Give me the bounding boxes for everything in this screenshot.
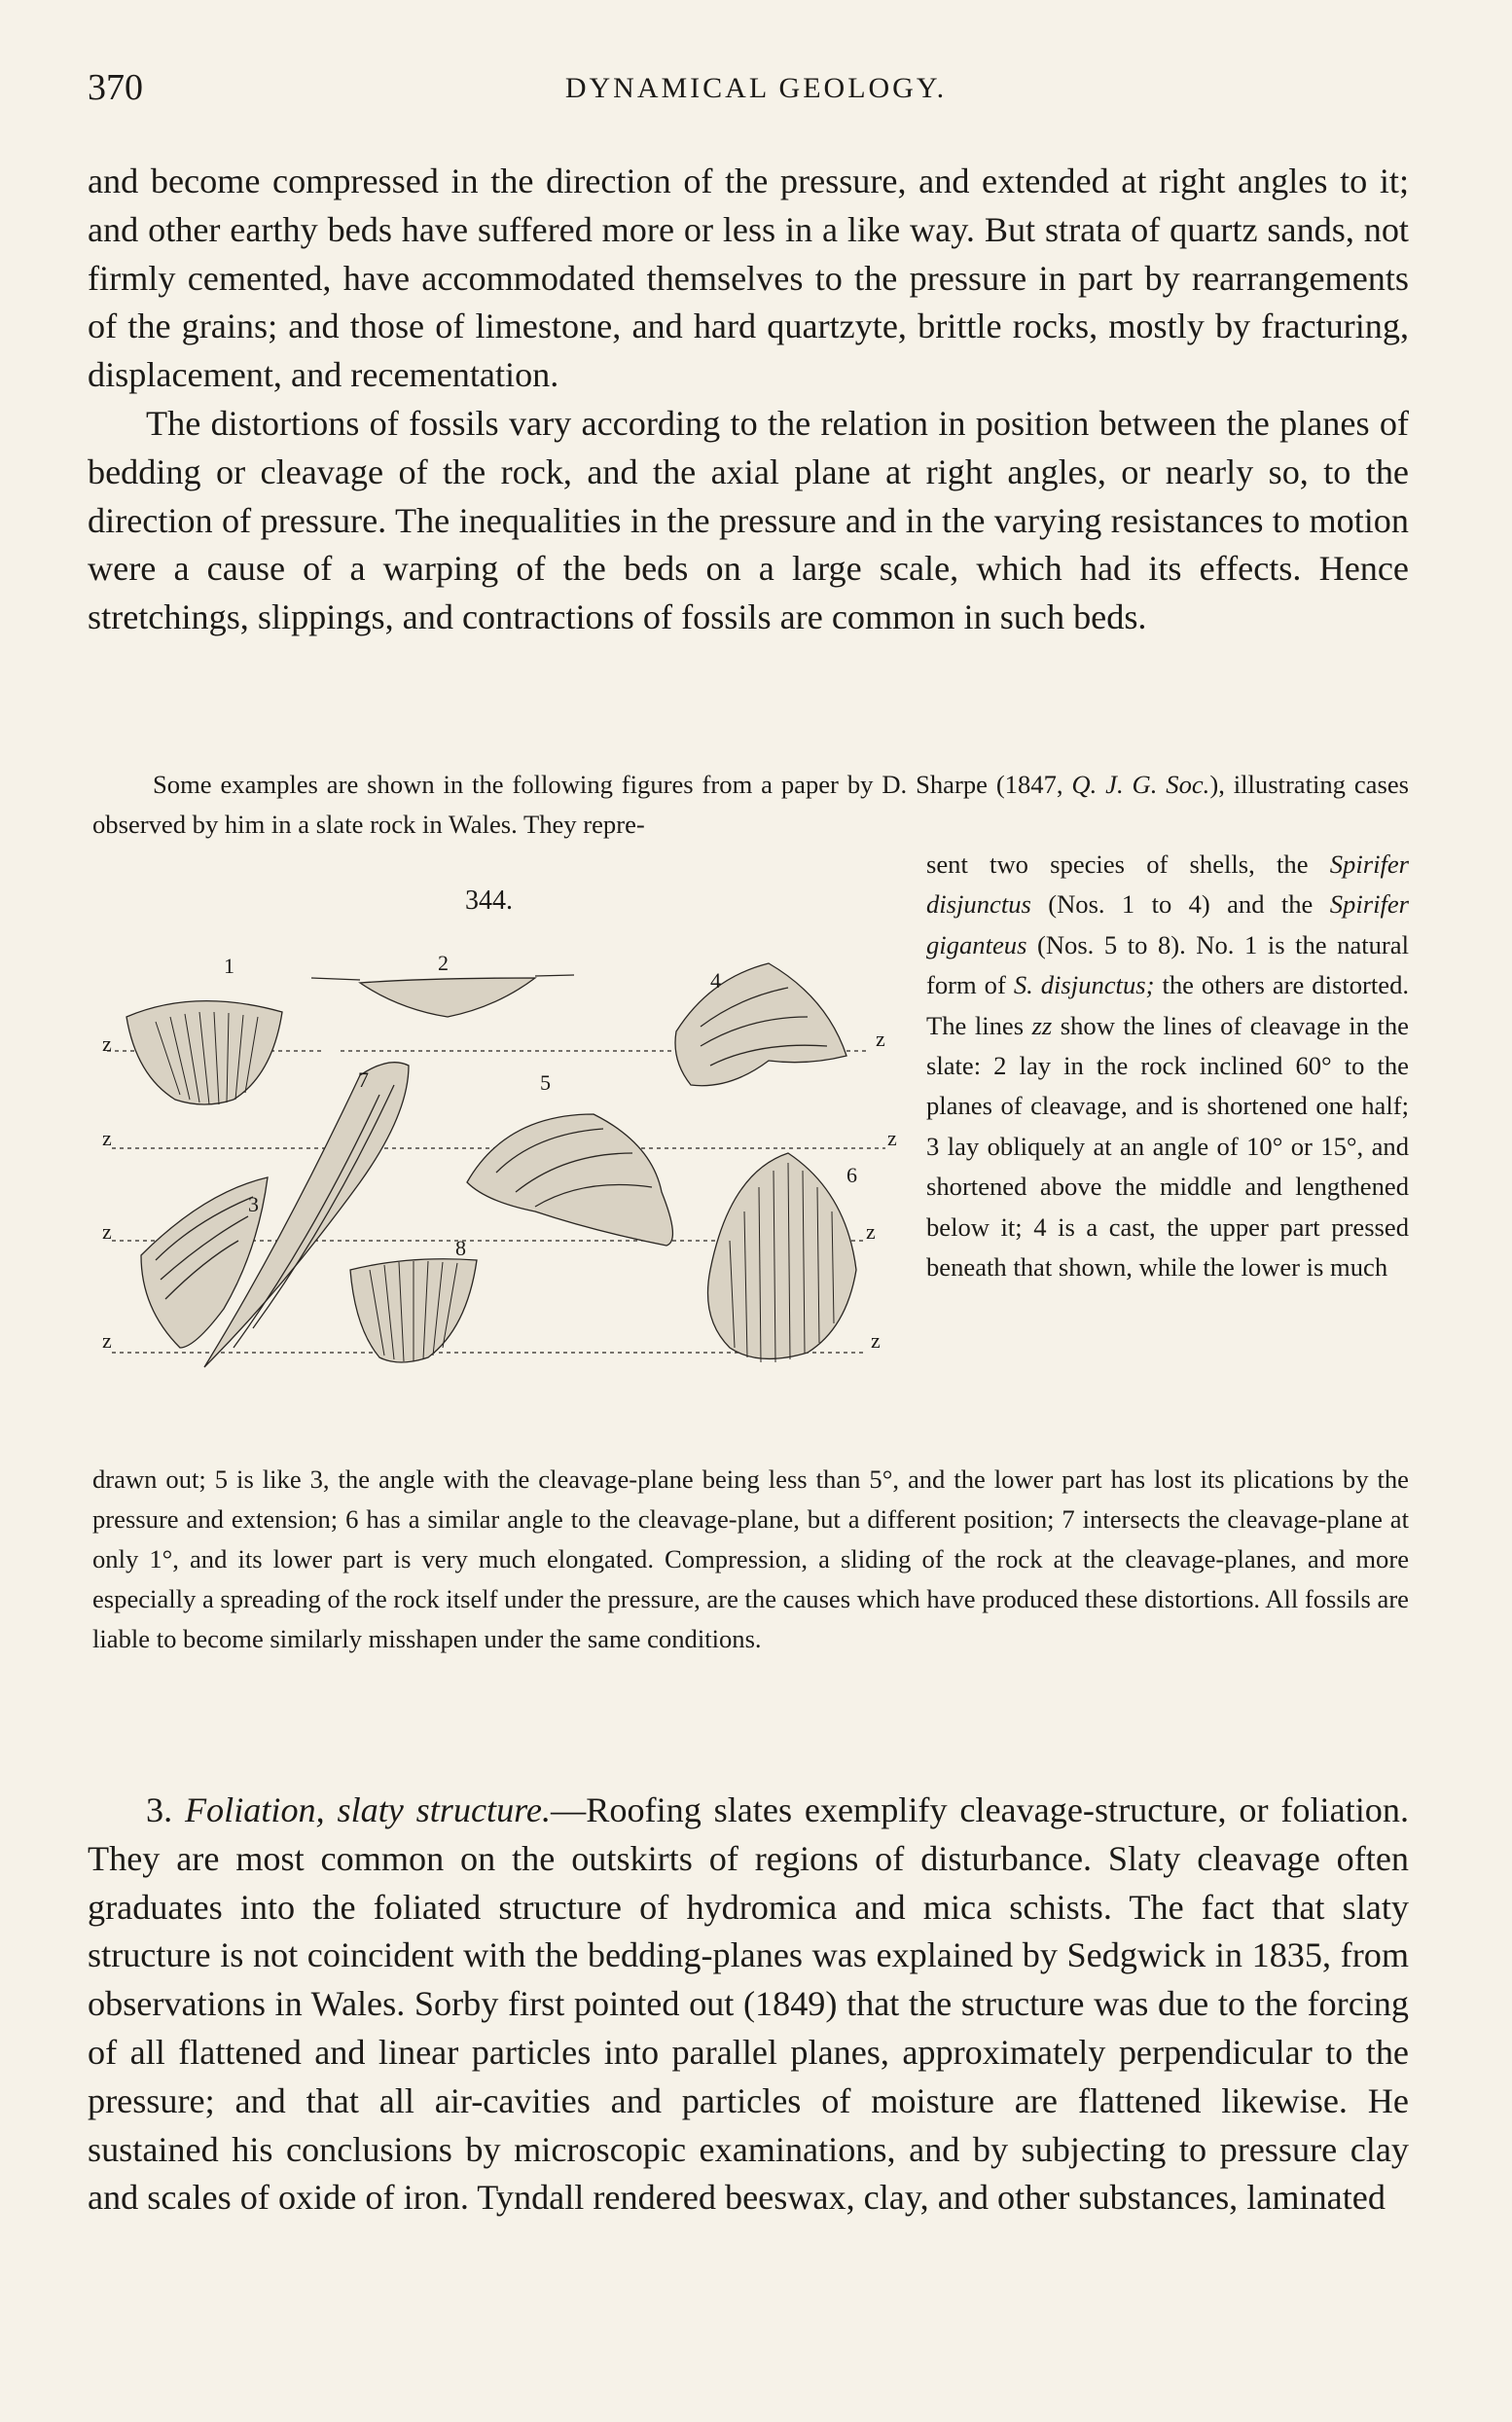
- z-label: z: [887, 1126, 897, 1150]
- caption-continued: [92, 1460, 1409, 1659]
- side-text-e: show the lines of cleavage in the slate: 2 lay in the rock inclined 60° to the planes of cleavage, and is shortened one half; 3 lay obliquely at an angle of 10° or 15°, and shortened above the middle and lengthened below it; 4 is a cast, the upper part pressed beneath that shown, while the lower is much: [926, 1010, 1409, 1283]
- running-head: DYNAMICAL GEOLOGY.: [564, 72, 948, 104]
- fig-num-7: 7: [358, 1067, 369, 1092]
- z-label: z: [102, 1219, 112, 1244]
- figure-distorted-fossils: [88, 920, 915, 1406]
- fig-num-2: 2: [438, 951, 449, 975]
- side-text-d: the others are distorted. The lines: [926, 970, 1410, 1040]
- side-text-c: (Nos. 5 to 8). No. 1 is the natural form of: [926, 929, 1409, 1000]
- z-label: z: [871, 1328, 881, 1353]
- caption-intro: [92, 765, 1409, 845]
- fig-num-4: 4: [710, 968, 721, 993]
- fig-num-3: 3: [248, 1192, 259, 1216]
- z-label: z: [876, 1027, 885, 1051]
- species-giganteus: Spirifer giganteus: [926, 889, 1409, 959]
- section-title: Foliation, slaty structure.: [184, 1790, 552, 1829]
- side-text-b: (Nos. 1 to 4) and the: [1048, 889, 1314, 920]
- paragraph-distortions: The distortions of fossils vary according to the relation in position between the planes of bedding or cleavage of the rock, and the axial plane at right angles, or nearly so, to the direction of pressure. The inequalities in the pressure and in the varying resistances to motion were a cause of a warping of the beds on a large scale, which had its effects. Hence stretchings, slippings, and contractions of fossils are common in such beds.: [88, 403, 1409, 637]
- species-disjunctus: Spirifer disjunctus: [926, 850, 1409, 920]
- side-text-a: sent two species of shells, the: [926, 850, 1309, 879]
- body-top: [88, 158, 1409, 642]
- section-dash: —: [551, 1790, 587, 1829]
- z-label: z: [102, 1126, 112, 1150]
- caption-side-column: [926, 845, 1409, 1287]
- species-s-disjunctus: S. disjunctus;: [1013, 970, 1155, 1000]
- paragraph-continued: and become compressed in the direction of the pressure, and extended at right angles to it; and other earthy beds have suffered more or less in a like way. But strata of quartz sands, not firmly cemented, have accommodated themselves to the pressure in part by rearrangements of the grains; and those of limestone, and hard quartzyte, brittle rocks, mostly by fracturing, displacement, and recementation.: [88, 162, 1409, 395]
- page-header: [88, 66, 1424, 125]
- intro-text-a: Some examples are shown in the following figures from a paper by D. Sharpe (1847,: [153, 770, 1063, 799]
- caption-rest: drawn out; 5 is like 3, the angle with the cleavage-plane being less than 5°, and the lower part has lost its plications by the pressure and extension; 6 has a similar angle to the cleavage-plane, but a different position; 7 intersects the cleavage-plane at only 1°, and its lower part is very much elongated. Compression, a sliding of the rock at the cleavage-planes, and more especially a spreading of the rock itself under the pressure, are the causes which have produced these distortions. All fossils are liable to become similarly misshapen under the same conditions.: [92, 1464, 1409, 1653]
- section-foliation: [88, 1787, 1409, 2223]
- section-number: 3.: [146, 1790, 173, 1829]
- fig-num-5: 5: [540, 1070, 551, 1095]
- z-label: z: [102, 1031, 112, 1056]
- section-text: Roofing slates exemplify cleavage-structure, or foliation. They are most common on the outskirts of regions of disturbance. Slaty cleavage often graduates into the foliated structure of hydromica and mica schists. The fact that slaty structure is not coincident with the bedding-planes was explained by Sedgwick in 1835, from observations in Wales. Sorby first pointed out (1849) that the structure was due to the forcing of all flattened and linear particles into parallel planes, approximately perpendicular to the pressure; and that all air-cavities and particles of moisture are flattened likewise. He sustained his conclusions by microscopic examinations, and by subjecting to pressure clay and scales of oxide of iron. Tyndall rendered beeswax, clay, and other substances, laminated: [88, 1790, 1410, 2218]
- fig-num-8: 8: [455, 1236, 466, 1260]
- intro-text-b: ), illustrating cases observed by him in a slate rock in Wales. They repre-: [92, 770, 1409, 839]
- fig-num-1: 1: [224, 954, 234, 978]
- z-label: z: [866, 1219, 876, 1244]
- journal-citation: Q. J. G. Soc.: [1071, 770, 1210, 799]
- page-number: 370: [88, 67, 143, 108]
- fig-num-6: 6: [846, 1163, 857, 1187]
- figure-number: 344.: [465, 886, 513, 916]
- z-label: z: [102, 1328, 112, 1353]
- zz-label: zz: [1031, 1010, 1053, 1040]
